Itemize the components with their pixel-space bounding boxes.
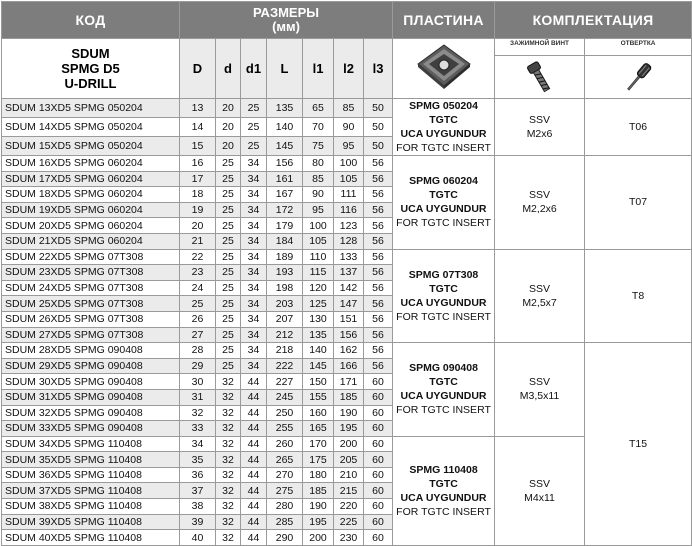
dim-l3: 56 bbox=[364, 327, 393, 343]
screw-info bbox=[495, 249, 585, 343]
dim-L: 172 bbox=[267, 202, 303, 218]
insert-grade: TGTC bbox=[429, 282, 458, 295]
dim-d1: 44 bbox=[241, 467, 267, 483]
dim-D: 38 bbox=[180, 499, 216, 515]
product-code: SDUM 28XD5 SPMG 090408 bbox=[2, 343, 180, 359]
dim-D: 23 bbox=[180, 265, 216, 281]
dim-d: 25 bbox=[216, 327, 241, 343]
dim-l1: 90 bbox=[303, 187, 334, 203]
dim-d1: 44 bbox=[241, 483, 267, 499]
dim-l3: 56 bbox=[364, 265, 393, 281]
product-code: SDUM 40XD5 SPMG 110408 bbox=[2, 530, 180, 546]
driver-info: T15 bbox=[585, 343, 692, 546]
dim-L: 250 bbox=[267, 405, 303, 421]
dim-l2: 171 bbox=[334, 374, 364, 390]
dim-d: 32 bbox=[216, 436, 241, 452]
dim-l3: 56 bbox=[364, 218, 393, 234]
dim-l1: 165 bbox=[303, 421, 334, 437]
dim-d1: 34 bbox=[241, 218, 267, 234]
dim-D: 29 bbox=[180, 358, 216, 374]
dim-l2: 133 bbox=[334, 249, 364, 265]
table-row bbox=[2, 156, 692, 172]
dim-d1: 34 bbox=[241, 265, 267, 281]
dim-d: 25 bbox=[216, 311, 241, 327]
insert-header: ПЛАСТИНА bbox=[393, 2, 495, 39]
dim-l3: 56 bbox=[364, 187, 393, 203]
dim-L: 212 bbox=[267, 327, 303, 343]
product-code: SDUM 19XD5 SPMG 060204 bbox=[2, 202, 180, 218]
insert-insert: SPMG 110408 bbox=[409, 463, 478, 476]
dim-l1: 135 bbox=[303, 327, 334, 343]
sizes-header-line2: (мм) bbox=[272, 19, 300, 34]
product-code: SDUM 15XD5 SPMG 050204 bbox=[2, 137, 180, 156]
dim-L: 135 bbox=[267, 99, 303, 118]
insert-info bbox=[393, 99, 495, 156]
dim-l3: 60 bbox=[364, 405, 393, 421]
dim-d: 32 bbox=[216, 452, 241, 468]
dim-d: 32 bbox=[216, 405, 241, 421]
dim-l3: 50 bbox=[364, 137, 393, 156]
dim-l3: 60 bbox=[364, 499, 393, 515]
dim-D: 26 bbox=[180, 311, 216, 327]
product-code: SDUM 32XD5 SPMG 090408 bbox=[2, 405, 180, 421]
product-code: SDUM 17XD5 SPMG 060204 bbox=[2, 171, 180, 187]
dim-l2: 200 bbox=[334, 436, 364, 452]
product-code: SDUM 21XD5 SPMG 060204 bbox=[2, 233, 180, 249]
table-row bbox=[2, 249, 692, 265]
screw-info bbox=[495, 343, 585, 437]
dim-l2: 85 bbox=[334, 99, 364, 118]
dim-l3: 60 bbox=[364, 436, 393, 452]
dim-header-l1: l1 bbox=[303, 39, 334, 99]
dim-l2: 195 bbox=[334, 421, 364, 437]
dim-l2: 137 bbox=[334, 265, 364, 281]
dim-D: 39 bbox=[180, 514, 216, 530]
insert-note: UCA UYGUNDUR bbox=[400, 128, 487, 140]
screw-type: SSV bbox=[529, 189, 551, 202]
dim-d: 20 bbox=[216, 118, 241, 137]
dim-l3: 60 bbox=[364, 452, 393, 468]
dim-l3: 50 bbox=[364, 118, 393, 137]
specs-table bbox=[1, 1, 692, 546]
dim-d: 25 bbox=[216, 280, 241, 296]
dim-L: 184 bbox=[267, 233, 303, 249]
dim-l1: 115 bbox=[303, 265, 334, 281]
dim-D: 21 bbox=[180, 233, 216, 249]
dim-L: 227 bbox=[267, 374, 303, 390]
dim-L: 156 bbox=[267, 156, 303, 172]
screw-info bbox=[495, 99, 585, 156]
dim-l1: 110 bbox=[303, 249, 334, 265]
dim-L: 285 bbox=[267, 514, 303, 530]
dim-l3: 50 bbox=[364, 99, 393, 118]
dim-D: 14 bbox=[180, 118, 216, 137]
dim-L: 145 bbox=[267, 137, 303, 156]
table-body bbox=[2, 99, 692, 546]
dim-D: 22 bbox=[180, 249, 216, 265]
dim-l2: 111 bbox=[334, 187, 364, 203]
series-line1: SDUM bbox=[71, 46, 110, 61]
dim-l2: 205 bbox=[334, 452, 364, 468]
dim-header-d1: d1 bbox=[241, 39, 267, 99]
dim-l1: 65 bbox=[303, 99, 334, 118]
product-code: SDUM 23XD5 SPMG 07T308 bbox=[2, 265, 180, 281]
dim-d: 32 bbox=[216, 389, 241, 405]
dim-d: 25 bbox=[216, 187, 241, 203]
insert-grade: TGTC bbox=[429, 114, 458, 126]
dim-l1: 180 bbox=[303, 467, 334, 483]
dim-l2: 116 bbox=[334, 202, 364, 218]
dim-D: 18 bbox=[180, 187, 216, 203]
dim-l3: 56 bbox=[364, 233, 393, 249]
dim-l3: 60 bbox=[364, 374, 393, 390]
dim-D: 33 bbox=[180, 421, 216, 437]
dim-header-L: L bbox=[267, 39, 303, 99]
dim-l2: 128 bbox=[334, 233, 364, 249]
dim-l3: 56 bbox=[364, 358, 393, 374]
screw-size: M4x11 bbox=[524, 491, 555, 504]
dim-l2: 210 bbox=[334, 467, 364, 483]
insert-image-cell bbox=[393, 39, 495, 99]
dim-d1: 44 bbox=[241, 499, 267, 515]
dim-l3: 60 bbox=[364, 483, 393, 499]
dim-D: 28 bbox=[180, 343, 216, 359]
dim-l2: 166 bbox=[334, 358, 364, 374]
dim-d1: 44 bbox=[241, 530, 267, 546]
insert-note2: FOR TGTC INSERT bbox=[396, 404, 491, 417]
driver-info: T06 bbox=[585, 99, 692, 156]
code-header: КОД bbox=[2, 2, 180, 39]
insert-grade: TGTC bbox=[429, 477, 458, 490]
dim-l2: 162 bbox=[334, 343, 364, 359]
product-code: SDUM 24XD5 SPMG 07T308 bbox=[2, 280, 180, 296]
dim-l3: 56 bbox=[364, 280, 393, 296]
screw-size: M2,5x7 bbox=[522, 296, 557, 309]
dim-d: 32 bbox=[216, 421, 241, 437]
dim-D: 16 bbox=[180, 156, 216, 172]
insert-insert: SPMG 060204 bbox=[409, 175, 478, 188]
product-code: SDUM 26XD5 SPMG 07T308 bbox=[2, 311, 180, 327]
table-row bbox=[2, 99, 692, 118]
screw-caption: ЗАЖИМНОЙ ВИНТ bbox=[495, 39, 584, 56]
driver-caption: ОТВЕРТКА bbox=[585, 39, 691, 56]
sizes-header bbox=[180, 2, 393, 39]
dim-l2: 156 bbox=[334, 327, 364, 343]
dim-header-l3: l3 bbox=[364, 39, 393, 99]
dim-l1: 130 bbox=[303, 311, 334, 327]
dim-header-l2: l2 bbox=[334, 39, 364, 99]
dim-D: 34 bbox=[180, 436, 216, 452]
dim-d: 25 bbox=[216, 202, 241, 218]
dim-l1: 85 bbox=[303, 171, 334, 187]
dim-l1: 75 bbox=[303, 137, 334, 156]
dim-l1: 170 bbox=[303, 436, 334, 452]
dim-l2: 215 bbox=[334, 483, 364, 499]
dim-l2: 190 bbox=[334, 405, 364, 421]
dim-d1: 44 bbox=[241, 389, 267, 405]
product-series-title bbox=[2, 39, 180, 99]
dim-header-D: D bbox=[180, 39, 216, 99]
insert-info bbox=[393, 156, 495, 250]
dim-d1: 34 bbox=[241, 202, 267, 218]
dim-l1: 200 bbox=[303, 530, 334, 546]
dim-d1: 34 bbox=[241, 171, 267, 187]
screw-icon bbox=[520, 60, 560, 96]
dim-l2: 90 bbox=[334, 118, 364, 137]
dim-l1: 195 bbox=[303, 514, 334, 530]
dim-D: 40 bbox=[180, 530, 216, 546]
dim-L: 275 bbox=[267, 483, 303, 499]
dim-l2: 100 bbox=[334, 156, 364, 172]
insert-note2: FOR TGTC INSERT bbox=[396, 310, 491, 323]
insert-info bbox=[393, 249, 495, 343]
dim-L: 245 bbox=[267, 389, 303, 405]
dim-d: 20 bbox=[216, 99, 241, 118]
dim-d1: 34 bbox=[241, 358, 267, 374]
insert-icon bbox=[414, 42, 474, 90]
screw-type: SSV bbox=[529, 114, 551, 126]
dim-L: 207 bbox=[267, 311, 303, 327]
dim-d1: 25 bbox=[241, 118, 267, 137]
product-code: SDUM 27XD5 SPMG 07T308 bbox=[2, 327, 180, 343]
dim-d1: 34 bbox=[241, 249, 267, 265]
insert-insert: SPMG 050204 bbox=[409, 100, 478, 112]
insert-insert: SPMG 090408 bbox=[409, 362, 478, 375]
product-code: SDUM 34XD5 SPMG 110408 bbox=[2, 436, 180, 452]
dim-L: 265 bbox=[267, 452, 303, 468]
dim-D: 19 bbox=[180, 202, 216, 218]
product-code: SDUM 38XD5 SPMG 110408 bbox=[2, 499, 180, 515]
product-code: SDUM 20XD5 SPMG 060204 bbox=[2, 218, 180, 234]
screw-type: SSV bbox=[529, 376, 551, 389]
dim-D: 25 bbox=[180, 296, 216, 312]
dim-l1: 150 bbox=[303, 374, 334, 390]
dim-d1: 44 bbox=[241, 405, 267, 421]
dim-l1: 155 bbox=[303, 389, 334, 405]
dim-l1: 120 bbox=[303, 280, 334, 296]
dim-l2: 225 bbox=[334, 514, 364, 530]
dim-l1: 100 bbox=[303, 218, 334, 234]
product-code: SDUM 14XD5 SPMG 050204 bbox=[2, 118, 180, 137]
dim-l2: 220 bbox=[334, 499, 364, 515]
dim-L: 193 bbox=[267, 265, 303, 281]
dim-L: 179 bbox=[267, 218, 303, 234]
dim-l1: 105 bbox=[303, 233, 334, 249]
screw-image-cell bbox=[495, 39, 585, 99]
dim-d: 32 bbox=[216, 467, 241, 483]
dim-d1: 34 bbox=[241, 187, 267, 203]
dim-d: 25 bbox=[216, 358, 241, 374]
dim-L: 222 bbox=[267, 358, 303, 374]
dim-l1: 190 bbox=[303, 499, 334, 515]
insert-grade: TGTC bbox=[429, 189, 458, 202]
dim-d1: 25 bbox=[241, 99, 267, 118]
dim-l2: 95 bbox=[334, 137, 364, 156]
dim-l3: 56 bbox=[364, 249, 393, 265]
dim-d1: 34 bbox=[241, 156, 267, 172]
insert-note: UCA UYGUNDUR bbox=[400, 491, 487, 504]
product-code: SDUM 18XD5 SPMG 060204 bbox=[2, 187, 180, 203]
dim-d1: 34 bbox=[241, 233, 267, 249]
screw-info bbox=[495, 156, 585, 250]
dim-l3: 56 bbox=[364, 202, 393, 218]
dim-d1: 34 bbox=[241, 311, 267, 327]
screw-size: M2,2x6 bbox=[522, 203, 557, 216]
dim-L: 218 bbox=[267, 343, 303, 359]
dim-l2: 151 bbox=[334, 311, 364, 327]
dim-d: 32 bbox=[216, 514, 241, 530]
dim-l2: 105 bbox=[334, 171, 364, 187]
dim-L: 198 bbox=[267, 280, 303, 296]
dim-d: 32 bbox=[216, 483, 241, 499]
product-code: SDUM 37XD5 SPMG 110408 bbox=[2, 483, 180, 499]
dim-d1: 44 bbox=[241, 374, 267, 390]
product-code: SDUM 22XD5 SPMG 07T308 bbox=[2, 249, 180, 265]
dim-d: 25 bbox=[216, 156, 241, 172]
product-code: SDUM 35XD5 SPMG 110408 bbox=[2, 452, 180, 468]
screw-info bbox=[495, 436, 585, 545]
insert-info bbox=[393, 343, 495, 437]
dim-l1: 175 bbox=[303, 452, 334, 468]
insert-insert: SPMG 07T308 bbox=[408, 268, 479, 281]
dim-l3: 56 bbox=[364, 296, 393, 312]
product-code: SDUM 39XD5 SPMG 110408 bbox=[2, 514, 180, 530]
dim-L: 161 bbox=[267, 171, 303, 187]
dim-d1: 44 bbox=[241, 421, 267, 437]
dim-D: 37 bbox=[180, 483, 216, 499]
dim-d1: 25 bbox=[241, 137, 267, 156]
screw-size: M3,5x11 bbox=[519, 390, 560, 403]
product-code: SDUM 16XD5 SPMG 060204 bbox=[2, 156, 180, 172]
dim-l3: 56 bbox=[364, 311, 393, 327]
dim-l3: 56 bbox=[364, 171, 393, 187]
dim-d: 32 bbox=[216, 499, 241, 515]
insert-info bbox=[393, 436, 495, 545]
product-code: SDUM 31XD5 SPMG 090408 bbox=[2, 389, 180, 405]
dim-l3: 60 bbox=[364, 467, 393, 483]
product-code: SDUM 33XD5 SPMG 090408 bbox=[2, 421, 180, 437]
dim-l2: 230 bbox=[334, 530, 364, 546]
dim-l3: 56 bbox=[364, 343, 393, 359]
dim-l1: 125 bbox=[303, 296, 334, 312]
dim-L: 290 bbox=[267, 530, 303, 546]
dim-d: 25 bbox=[216, 343, 241, 359]
insert-note2: FOR TGTC INSERT bbox=[396, 505, 491, 518]
dim-D: 35 bbox=[180, 452, 216, 468]
dim-d: 20 bbox=[216, 137, 241, 156]
dim-D: 20 bbox=[180, 218, 216, 234]
dim-l2: 123 bbox=[334, 218, 364, 234]
dim-d: 32 bbox=[216, 530, 241, 546]
dim-D: 36 bbox=[180, 467, 216, 483]
dim-D: 31 bbox=[180, 389, 216, 405]
dim-L: 260 bbox=[267, 436, 303, 452]
insert-note2: FOR TGTC INSERT bbox=[396, 142, 491, 154]
dim-L: 140 bbox=[267, 118, 303, 137]
dim-l1: 160 bbox=[303, 405, 334, 421]
dim-L: 255 bbox=[267, 421, 303, 437]
dim-d: 25 bbox=[216, 218, 241, 234]
dim-d: 25 bbox=[216, 171, 241, 187]
table-row bbox=[2, 343, 692, 359]
insert-note: UCA UYGUNDUR bbox=[400, 390, 487, 403]
dim-d: 25 bbox=[216, 296, 241, 312]
dim-l1: 95 bbox=[303, 202, 334, 218]
driver-info: T07 bbox=[585, 156, 692, 250]
dim-l3: 60 bbox=[364, 514, 393, 530]
dim-l2: 147 bbox=[334, 296, 364, 312]
dim-d1: 34 bbox=[241, 327, 267, 343]
series-line3: U-DRILL bbox=[64, 76, 117, 91]
driver-info: T8 bbox=[585, 249, 692, 343]
product-code: SDUM 29XD5 SPMG 090408 bbox=[2, 358, 180, 374]
dim-l1: 140 bbox=[303, 343, 334, 359]
dim-d: 32 bbox=[216, 374, 241, 390]
kit-header: КОМПЛЕКТАЦИЯ bbox=[495, 2, 692, 39]
dim-D: 27 bbox=[180, 327, 216, 343]
driver-image-cell bbox=[585, 39, 692, 99]
product-code: SDUM 30XD5 SPMG 090408 bbox=[2, 374, 180, 390]
insert-note: UCA UYGUNDUR bbox=[400, 203, 487, 216]
dim-D: 13 bbox=[180, 99, 216, 118]
insert-note: UCA UYGUNDUR bbox=[400, 296, 487, 309]
screw-type: SSV bbox=[529, 477, 551, 490]
dim-d1: 34 bbox=[241, 280, 267, 296]
screwdriver-icon bbox=[618, 60, 658, 96]
dim-l1: 185 bbox=[303, 483, 334, 499]
dim-l3: 60 bbox=[364, 530, 393, 546]
dim-d: 25 bbox=[216, 265, 241, 281]
dim-l3: 56 bbox=[364, 156, 393, 172]
dim-l2: 185 bbox=[334, 389, 364, 405]
dim-D: 30 bbox=[180, 374, 216, 390]
dim-L: 203 bbox=[267, 296, 303, 312]
dim-d1: 34 bbox=[241, 343, 267, 359]
dim-L: 167 bbox=[267, 187, 303, 203]
dim-d1: 34 bbox=[241, 296, 267, 312]
product-code: SDUM 13XD5 SPMG 050204 bbox=[2, 99, 180, 118]
dim-L: 270 bbox=[267, 467, 303, 483]
dim-header-d: d bbox=[216, 39, 241, 99]
dim-l1: 70 bbox=[303, 118, 334, 137]
dim-d1: 44 bbox=[241, 452, 267, 468]
dim-d: 25 bbox=[216, 249, 241, 265]
dim-d1: 44 bbox=[241, 436, 267, 452]
product-code: SDUM 25XD5 SPMG 07T308 bbox=[2, 296, 180, 312]
sizes-header-line1: РАЗМЕРЫ bbox=[253, 5, 319, 20]
dim-d1: 44 bbox=[241, 514, 267, 530]
screw-type: SSV bbox=[529, 282, 551, 295]
insert-note2: FOR TGTC INSERT bbox=[396, 217, 491, 230]
product-code: SDUM 36XD5 SPMG 110408 bbox=[2, 467, 180, 483]
dim-D: 15 bbox=[180, 137, 216, 156]
dim-L: 189 bbox=[267, 249, 303, 265]
series-line2: SPMG D5 bbox=[61, 61, 120, 76]
dim-D: 17 bbox=[180, 171, 216, 187]
dim-D: 24 bbox=[180, 280, 216, 296]
dim-d: 25 bbox=[216, 233, 241, 249]
dim-l2: 142 bbox=[334, 280, 364, 296]
dim-l1: 80 bbox=[303, 156, 334, 172]
dim-D: 32 bbox=[180, 405, 216, 421]
dim-l3: 60 bbox=[364, 421, 393, 437]
dim-l1: 145 bbox=[303, 358, 334, 374]
insert-grade: TGTC bbox=[429, 376, 458, 389]
screw-size: M2x6 bbox=[526, 128, 553, 140]
dim-l3: 60 bbox=[364, 389, 393, 405]
dim-L: 280 bbox=[267, 499, 303, 515]
